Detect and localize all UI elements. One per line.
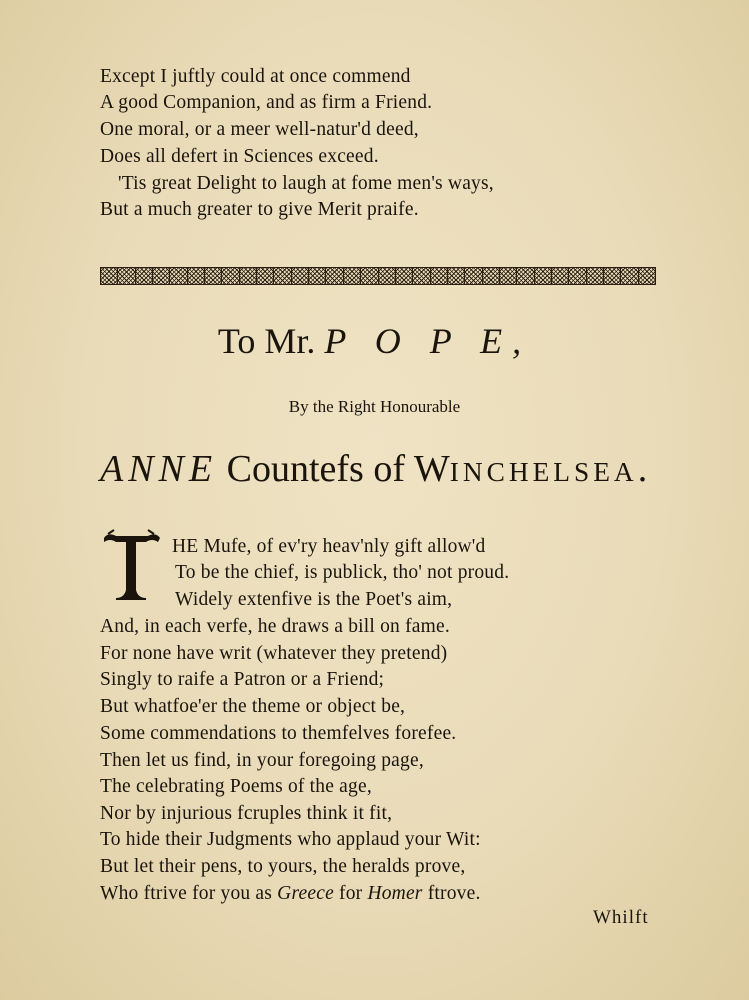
catchword: Whilft (593, 907, 649, 928)
poem-line (100, 883, 481, 905)
poem-line: HE Mufe, of ev'ry heav'nly gift allow'd (172, 536, 486, 557)
poem-line: The celebrating Poems of the age, (100, 776, 372, 797)
poem-line: To hide their Judgments who applaud your Wit: (100, 829, 481, 850)
poem-text: for (339, 883, 363, 904)
poem-line: Nor by injurious fcruples think it fit, (100, 803, 393, 824)
poem-line: But whatfoe'er the theme or object be, (100, 696, 406, 717)
ornamental-rule (100, 266, 656, 284)
stanza-line: 'Tis great Delight to laugh at fome men's ways, (118, 173, 494, 194)
author-first-name: ANNE (100, 448, 218, 490)
author-period: . (637, 448, 648, 490)
poem-line: Then let us find, in your foregoing page, (100, 750, 424, 771)
stanza-line: Except I juftly could at once commend (100, 66, 411, 87)
poem-line: But let their pens, to yours, the heralds prove, (100, 856, 466, 877)
place-greece: Greece (277, 883, 334, 904)
stanza-line: But a much greater to give Merit praife. (100, 199, 419, 220)
title-name: P O P E, (324, 321, 532, 361)
drop-cap-t-glyph (100, 528, 162, 602)
poem-line: To be the chief, is publick, tho' not proud. (175, 562, 510, 583)
poem-line: And, in each verfe, he draws a bill on fame. (100, 616, 450, 637)
author-surname-cap: W (413, 448, 450, 490)
poem-line: Singly to raife a Patron or a Friend; (100, 669, 385, 690)
title-prefix: To Mr. (217, 321, 316, 361)
poem-text: ftrove. (427, 883, 481, 904)
poem-title (0, 320, 749, 362)
poem-line: For none have writ (whatever they pretend) (100, 643, 448, 664)
stanza-line: One moral, or a meer well-natur'd deed, (100, 119, 419, 140)
author-surname-rest: INCHELSEA (449, 457, 638, 487)
stanza-line: A good Companion, and as firm a Friend. (100, 92, 433, 113)
poem-line: Widely extenfive is the Poet's aim, (175, 589, 453, 610)
stanza-line: Does all defert in Sciences exceed. (100, 146, 379, 167)
poem-line: Some commendations to themfelves forefee. (100, 723, 457, 744)
name-homer: Homer (367, 883, 423, 904)
poem-text: Who ftrive for you as (100, 883, 273, 904)
author-line (100, 447, 647, 491)
drop-cap (100, 528, 162, 602)
byline: By the Right Honourable (288, 397, 461, 416)
author-title: Countefs of (226, 448, 405, 490)
